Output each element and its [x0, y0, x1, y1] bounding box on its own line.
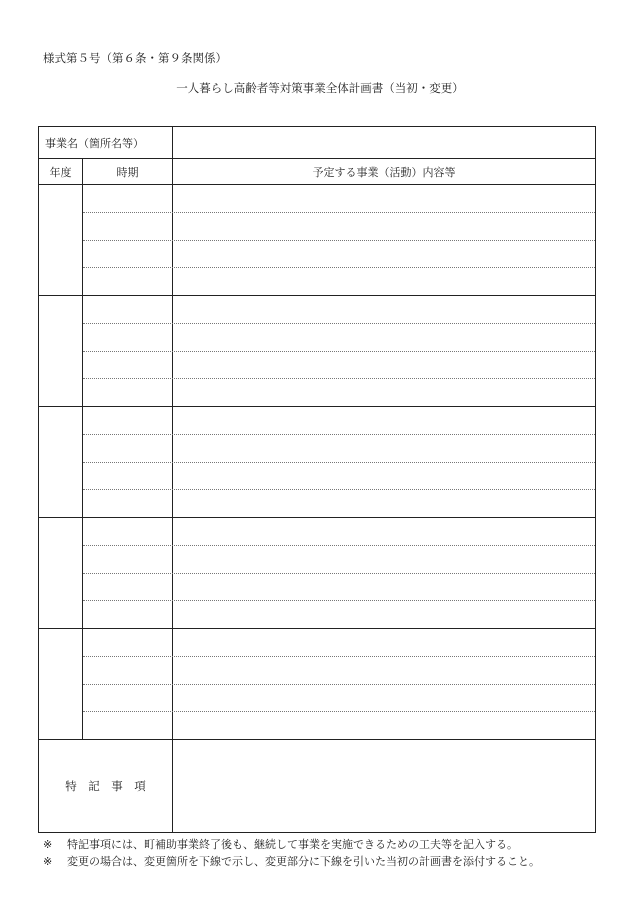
- period-field[interactable]: [83, 185, 173, 212]
- content-field[interactable]: [173, 379, 595, 406]
- period-field[interactable]: [83, 241, 173, 268]
- content-field[interactable]: [173, 241, 595, 268]
- content-field[interactable]: [173, 490, 595, 517]
- content-field[interactable]: [173, 352, 595, 379]
- period-field[interactable]: [83, 546, 173, 573]
- plan-row: [83, 601, 595, 628]
- plan-row: [83, 241, 595, 269]
- footnote-text: 特記事項には、町補助事業終了後も、継続して事業を実施できるための工夫等を記入する。: [67, 838, 518, 851]
- year-field[interactable]: [39, 629, 83, 739]
- plan-row: [83, 685, 595, 713]
- footnote: [43, 836, 540, 853]
- footnote: [43, 853, 540, 870]
- period-field[interactable]: [83, 685, 173, 712]
- period-field[interactable]: [83, 268, 173, 295]
- year-block: [39, 407, 595, 518]
- period-field[interactable]: [83, 296, 173, 323]
- content-field[interactable]: [173, 296, 595, 323]
- plan-row: [83, 546, 595, 574]
- plan-row: [83, 379, 595, 406]
- form-number: 様式第５号（第６条・第９条関係）: [43, 51, 227, 65]
- year-header: 年度: [39, 159, 83, 184]
- project-name-row: [39, 127, 595, 159]
- content-field[interactable]: [173, 463, 595, 490]
- project-name-label: 事業名（箇所名等）: [39, 127, 173, 158]
- plan-row: [83, 712, 595, 739]
- year-block: [39, 185, 595, 296]
- period-field[interactable]: [83, 518, 173, 545]
- content-field[interactable]: [173, 601, 595, 628]
- plan-row: [83, 185, 595, 213]
- year-field[interactable]: [39, 518, 83, 628]
- year-block: [39, 296, 595, 407]
- year-field[interactable]: [39, 185, 83, 295]
- content-header: 予定する事業（活動）内容等: [312, 165, 456, 179]
- period-field[interactable]: [83, 712, 173, 739]
- note-mark: ※: [43, 838, 53, 851]
- special-notes-field[interactable]: [173, 740, 595, 832]
- year-field[interactable]: [39, 296, 83, 406]
- period-field[interactable]: [83, 463, 173, 490]
- note-mark: ※: [43, 855, 53, 868]
- period-field[interactable]: [83, 601, 173, 628]
- period-field[interactable]: [83, 490, 173, 517]
- content-field[interactable]: [173, 407, 595, 434]
- content-field[interactable]: [173, 546, 595, 573]
- content-field[interactable]: [173, 685, 595, 712]
- period-field[interactable]: [83, 352, 173, 379]
- content-field[interactable]: [173, 629, 595, 656]
- document-title: 一人暮らし高齢者等対策事業全体計画書（当初・変更）: [176, 81, 464, 95]
- plan-row: [83, 213, 595, 241]
- period-field[interactable]: [83, 574, 173, 601]
- plan-row: [83, 407, 595, 435]
- plan-row: [83, 435, 595, 463]
- plan-table: [38, 126, 596, 833]
- period-header: 時期: [83, 159, 173, 184]
- plan-row: [83, 629, 595, 657]
- period-field[interactable]: [83, 324, 173, 351]
- plan-row: [83, 490, 595, 517]
- period-field[interactable]: [83, 657, 173, 684]
- content-field[interactable]: [173, 518, 595, 545]
- period-field[interactable]: [83, 435, 173, 462]
- year-block: [39, 518, 595, 629]
- footnote-text: 変更の場合は、変更箇所を下線で示し、変更部分に下線を引いた当初の計画書を添付すること。: [67, 855, 540, 868]
- plan-row: [83, 463, 595, 491]
- content-field[interactable]: [173, 185, 595, 212]
- period-field[interactable]: [83, 213, 173, 240]
- special-notes-label: 特 記 事 項: [39, 740, 173, 832]
- period-field[interactable]: [83, 629, 173, 656]
- year-field[interactable]: [39, 407, 83, 517]
- plan-row: [83, 518, 595, 546]
- content-field[interactable]: [173, 324, 595, 351]
- content-field[interactable]: [173, 213, 595, 240]
- year-block: [39, 629, 595, 740]
- plan-row: [83, 352, 595, 380]
- content-field[interactable]: [173, 574, 595, 601]
- plan-row: [83, 296, 595, 324]
- footnotes: [43, 836, 540, 870]
- special-notes-row: [39, 740, 595, 832]
- content-field[interactable]: [173, 712, 595, 739]
- period-field[interactable]: [83, 407, 173, 434]
- plan-row: [83, 324, 595, 352]
- content-field[interactable]: [173, 657, 595, 684]
- plan-row: [83, 574, 595, 602]
- plan-row: [83, 657, 595, 685]
- period-field[interactable]: [83, 379, 173, 406]
- plan-row: [83, 268, 595, 295]
- column-header-row: [39, 159, 595, 185]
- content-field[interactable]: [173, 435, 595, 462]
- project-name-field[interactable]: [173, 127, 595, 158]
- content-field[interactable]: [173, 268, 595, 295]
